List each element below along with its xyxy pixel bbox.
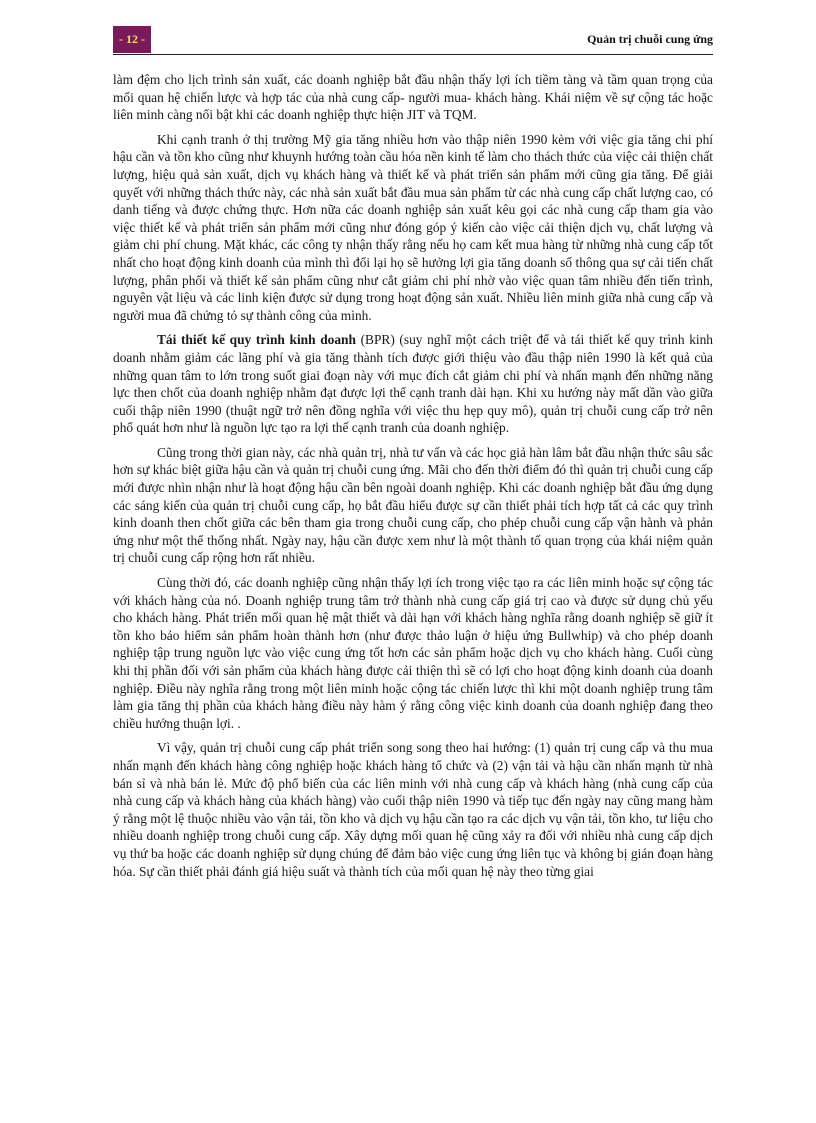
running-header-title: Quản trị chuỗi cung ứng [587, 32, 713, 46]
page-number: - 12 - [113, 26, 151, 53]
paragraph-4: Cũng trong thời gian này, các nhà quản trị, nhà tư vấn và các học giả hàn lâm bắt đầu nhận thức sâu sắc hơn sự khác biệt giữa hậu cần và quản trị chuỗi cung ứng. Mãi cho đến thời điểm đó thì quản trị chuỗi cung cấp mới được nhìn nhận như là hoạt động hậu cần bên ngoài doanh nghiệp. Khi các doanh nghiệp bắt đầu ứng dụng các sáng kiến của quản trị chuỗi cung cấp, họ bắt đầu hiểu được sự cần thiết phải tích hợp tất cả các quy trình kinh doanh then chốt giữa các bên tham gia trong chuỗi cung cấp, cho phép chuỗi cung cấp vận hành và phản ứng như một thể thống nhất. Ngày nay, hậu cần được xem như là một thành tố quan trọng của khái niệm quản trị chuỗi cung cấp rộng hơn rất nhiều. [113, 444, 713, 566]
header-divider [113, 54, 713, 55]
page-header [113, 26, 713, 53]
paragraph-1: làm đệm cho lịch trình sản xuất, các doanh nghiệp bắt đầu nhận thấy lợi ích tiềm tàng và tầm quan trọng của mối quan hệ chiến lược và hợp tác của nhà cung cấp- người mua- khách hàng. Khái niệm về sự cộng tác hoặc liên minh càng nổi bật khi các doanh nghiệp thực hiện JIT và TQM. [113, 72, 713, 123]
paragraph-3 [113, 331, 713, 437]
bpr-term: Tái thiết kế quy trình kinh doanh [157, 332, 356, 348]
paragraph-2: Khi cạnh tranh ở thị trường Mỹ gia tăng nhiều hơn vào thập niên 1990 kèm với việc gia tăng chi phí hậu cần và tồn kho cũng như khuynh hướng toàn cầu hóa nền kinh tế làm cho thách thức của việc cải thiện chất lượng, hiệu quả sản xuất, dịch vụ khách hàng và thiết kế và phát triển sản phẩm mới cũng gia tăng. Để giải quyết với những thách thức này, các nhà sản xuất bắt đầu mua sản phẩm từ các nhà cung cấp chất lượng cao, có danh tiếng và được chứng thực. Hơn nữa các doanh nghiệp sản xuất kêu gọi các nhà cung cấp tham gia vào việc thiết kế và phát triển sản phẩm mới cũng như đóng góp ý kiến cào việc cải thiện dịch vụ, chất lượng và giảm chi phí chung. Mặt khác, các công ty nhận thấy rằng nếu họ cam kết mua hàng từ những nhà cung cấp tốt nhất cho hoạt động kinh doanh của mình thì đổi lại họ sẽ hưởng lợi gia tăng doanh số thông qua sự cải tiến chất lượng, phân phối và thiết kế sản phẩm cũng như cắt giảm chi phí nhờ vào việc quan tâm nhiều đến tiến trình, nguyên vật liệu và các linh kiện được sử dụng trong hoạt động sản xuất. Nhiều liên minh giữa nhà cung cấp và người mua đã chứng tỏ sự thành công của mình. [113, 131, 713, 323]
paragraph-6: Vì vậy, quản trị chuỗi cung cấp phát triển song song theo hai hướng: (1) quản trị cung cấp và thu mua nhấn mạnh đến khách hàng công nghiệp hoặc khách hàng tổ chức và (2) vận tải và hậu cần nhấn mạnh từ nhà bán sỉ và nhà bán lẻ. Mức độ phổ biến của các liên minh với nhà cung cấp và khách hàng (nhà cung cấp của nhà cung cấp và khách hàng của khách hàng) vào cuối thập niên 1990 và tiếp tục đến ngày nay cũng mang hàm ý rằng một lệ thuộc nhiều vào vận tải, tồn kho và dịch vụ hậu cần tạo ra các dịch vụ vận tải, tồn kho, tư liệu cho nhiều doanh nghiệp trong chuỗi cung cấp. Xây dựng mối quan hệ cũng xảy ra đối với nhiều nhà cung cấp dịch vụ thứ ba hoặc các doanh nghiệp sử dụng chúng để đảm bảo việc cung ứng liên tục và không bị gián đoạn hàng hóa. Sự cần thiết phải đánh giá hiệu suất và thành tích của mối quan hệ này theo từng giai [113, 740, 713, 879]
paragraph-3-text: (BPR) (suy nghĩ một cách triệt để và tái thiết kế quy trình kinh doanh nhằm giảm các lãng phí và gia tăng thành tích được giới thiệu vào đầu thập niên 1990 là kết quả của những quan tâm to lớn trong suốt giai đoạn này với mục đích cắt giảm chi phí và nhấn mạnh đến những năng lực then chốt của doanh nghiệp nhằm đạt được lợi thế cạnh tranh dài hạn. Khi xu hướng này mất dần vào giữa cuối thập niên 1990 (thuật ngữ trở nên đồng nghĩa với việc thu hẹp quy mô), quản trị chuỗi cung cấp trở nên phổ quát hơn như là nguồn lực tạo ra lợi thế cạnh tranh của doanh nghiệp. [113, 332, 713, 436]
paragraph-5: Cùng thời đó, các doanh nghiệp cũng nhận thấy lợi ích trong việc tạo ra các liên minh hoặc sự cộng tác với khách hàng của nó. Doanh nghiệp trung tâm trở thành nhà cung cấp giá trị cao và được sử dụng chủ yếu cho khách hàng. Phát triển mối quan hệ mật thiết và dài hạn với khách hàng nghĩa rằng doanh nghiệp sẽ giữ ít tồn kho bảo hiểm sản phẩm hoàn thành hơn (như được thảo luận ở hiệu ứng Bullwhip) và cho phép doanh nghiệp tập trung nguồn lực vào việc cung ứng tốt hơn các sản phẩm hoặc dịch vụ cho khách hàng. Cuối cùng khi thị phần đối với sản phẩm của khách hàng được cải thiện thì sẽ có lợi cho hoạt động kinh doanh của doanh nghiệp. Điều này nghĩa rằng trong một liên minh hoặc cộng tác chiến lược thì khi một doanh nghiệp trung tâm làm gia tăng thị phần của khách hàng điều này hàm ý rằng công việc kinh doanh của doanh nghiệp đang theo chiều hướng thuận lợi. . [113, 575, 713, 731]
page-body [113, 71, 713, 887]
